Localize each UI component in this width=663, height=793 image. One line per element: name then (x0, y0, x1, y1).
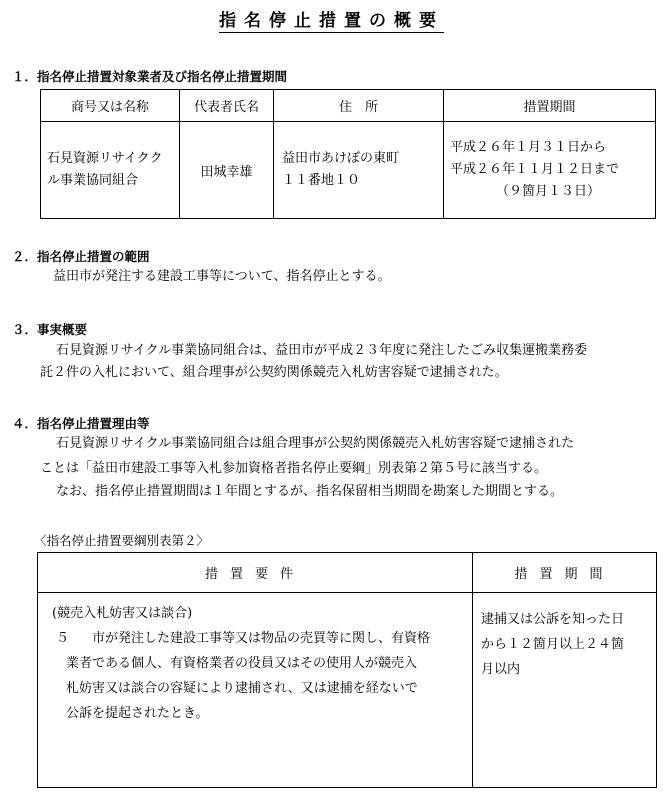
company-name-line: 石見資源リサイクク (47, 151, 163, 166)
section-4-text-line: 石見資源リサイクル事業協同組合は組合理事が公契約関係競売入札妨害容疑で逮捕された (56, 436, 575, 451)
section-4-text-line: ことは「益田市建設工事等入札参加資格者指名停止要綱」別表第２第５号に該当する。 (40, 461, 548, 476)
measure-period-line: 月以内 (481, 662, 521, 677)
cell-requirement (38, 593, 473, 788)
measure-period-line: から１２箇月以上２４箇 (481, 637, 625, 652)
requirement-line: 市が発注した建設工事等又は物品の売買等に関し、有資格 (92, 631, 431, 646)
cell-address (274, 122, 444, 219)
section-4-heading: ４．指名停止措置理由等 (12, 416, 150, 431)
requirement-line: 業者である個人、有資格業者の役員又はその使用人が競売入 (66, 656, 418, 671)
period-line: （９箇月１３日） (496, 184, 601, 199)
company-name-line: ル事業協同組合 (47, 173, 139, 188)
page-title: 指名停止措置の概要 (219, 11, 444, 31)
requirement-line: 札妨害又は談合の容疑により逮捕され、又は逮捕を経ないで (66, 681, 418, 696)
cell-measure-period (473, 593, 657, 788)
measure-period-line: 逮捕又は公訴を知った日 (481, 612, 625, 627)
requirement-item-number: ５ (56, 631, 70, 646)
cell-representative: 田城幸雄 (180, 122, 274, 219)
section-3-heading: ３．事実概要 (12, 322, 88, 337)
header-address: 住 所 (274, 90, 444, 122)
address-line: １１番地１０ (282, 173, 361, 188)
section-3-text-line: 託２件の入札において、組合理事が公契約関係競売入札妨害容疑で逮捕された。 (40, 365, 508, 380)
table-caption: 〈指名停止措置要綱別表第２〉 (34, 533, 210, 548)
requirements-table (37, 552, 657, 788)
period-line: 平成２６年１月３１日から (450, 140, 607, 155)
section-2-text: 益田市が発注する建設工事等について、指名停止とする。 (53, 269, 391, 284)
section-4-text-line: なお、指名停止措置期間は１年間とするが、指名保留相当期間を勘案した期間とする。 (56, 484, 564, 499)
header-representative: 代表者氏名 (180, 90, 274, 122)
period-line: 平成２６年１１月１２日まで (450, 162, 620, 177)
section-3-text-line: 石見資源リサイクル事業協同組合は、益田市が平成２３年度に発注したごみ収集運搬業務委 (56, 343, 588, 358)
header-company-name: 商号又は名称 (41, 90, 180, 122)
header-measure-period: 措置期間 (473, 553, 657, 593)
section-2-heading: ２．指名停止措置の範囲 (12, 249, 150, 264)
requirement-category: (競売入札妨害又は談合) (52, 606, 193, 621)
cell-period (444, 122, 656, 219)
address-line: 益田市あけぼの東町 (282, 151, 400, 166)
requirement-line: 公訴を提起されたとき。 (66, 706, 209, 721)
suspension-target-table (40, 89, 656, 219)
cell-company-name (41, 122, 180, 219)
section-1-heading: １．指名停止措置対象業者及び指名停止措置期間 (12, 69, 288, 84)
header-requirement: 措置要件 (38, 553, 473, 593)
header-period: 措置期間 (444, 90, 656, 122)
